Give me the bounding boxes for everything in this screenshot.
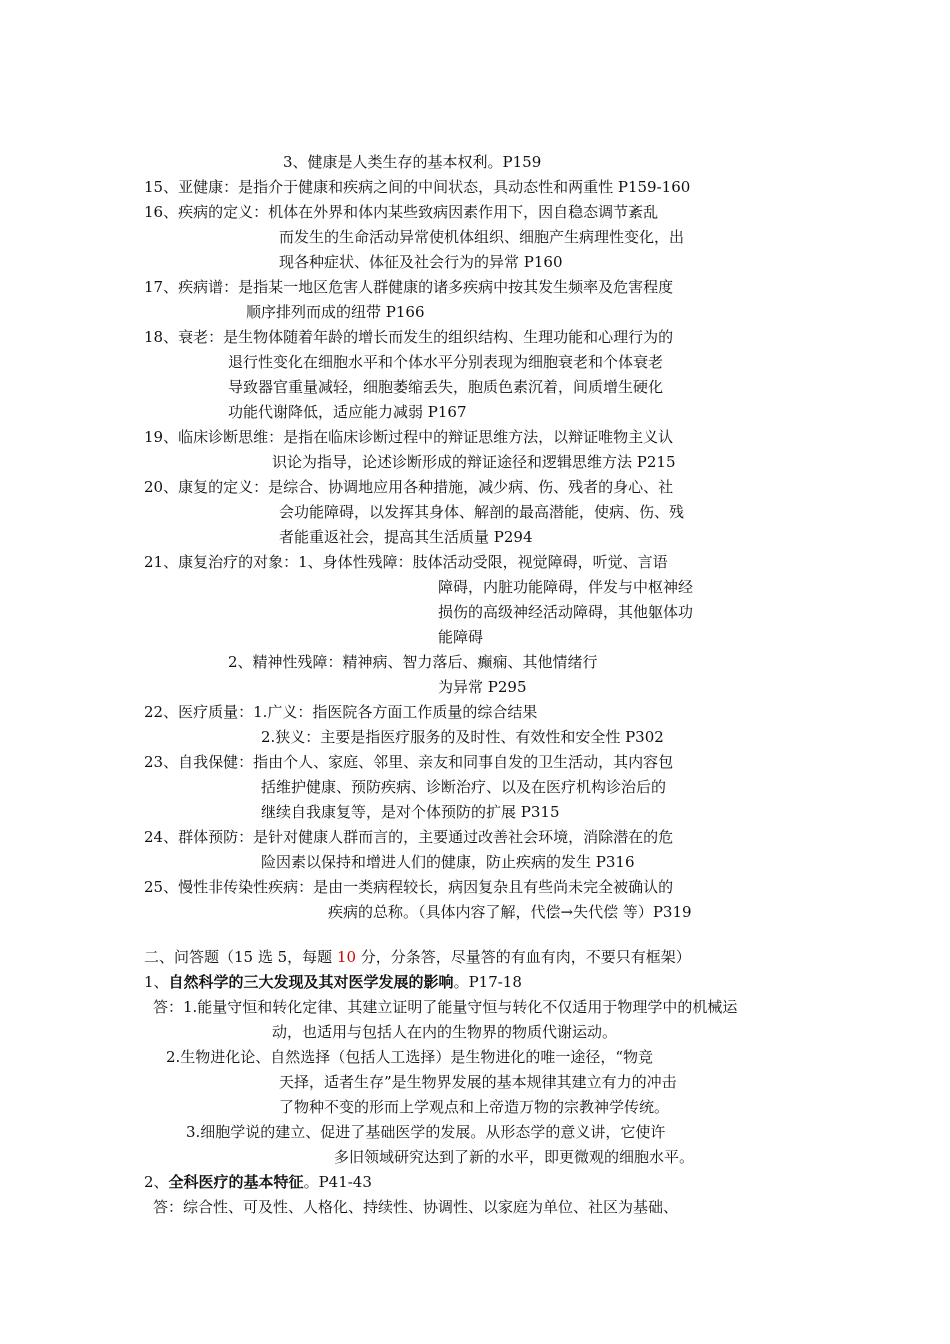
item-18-line-3: 导致器官重量减轻，细胞萎缩丢失，胞质色素沉着，间质增生硬化 [228, 378, 664, 396]
item-20-line-1: 20、康复的定义：是综合、协调地应用各种措施，减少病、伤、残者的身心、社 [144, 478, 674, 496]
section-2-heading-suffix: 分，分条答，尽量答的有血有肉，不要只有框架） [356, 948, 691, 966]
item-18-line-4: 功能代谢降低，适应能力减弱 P167 [228, 403, 467, 421]
question-1-title: 自然科学的三大发现及其对医学发展的影响 [168, 973, 454, 991]
item-21-line-4: 能障碍 [438, 628, 484, 646]
answer-2-line-1: 答：综合性、可及性、人格化、持续性、协调性、以家庭为单位、社区为基础、 [153, 1198, 679, 1216]
item-17-line-1: 17、疾病谱：是指某一地区危害人群健康的诸多疾病中按其发生频率及危害程度 [144, 278, 674, 296]
item-24-line-1: 24、群体预防：是针对健康人群而言的，主要通过改善社会环境，消除潜在的危 [144, 828, 674, 846]
question-2-title: 全科医疗的基本特征 [168, 1173, 304, 1191]
item-24-line-2: 险因素以保持和增进人们的健康，防止疾病的发生 P316 [261, 853, 635, 871]
question-2-ref: 。P41-43 [303, 1173, 372, 1191]
answer-1-line-6: 3.细胞学说的建立、促进了基础医学的发展。从形态学的意义讲，它使许 [186, 1123, 666, 1141]
item-16-line-1: 16、疾病的定义：机体在外界和体内某些致病因素作用下，因自稳态调节紊乱 [144, 203, 659, 221]
item-21-line-1: 21、康复治疗的对象：1、身体性残障：肢体活动受限，视觉障碍，听觉、言语 [144, 553, 668, 571]
item-16-line-2: 而发生的生命活动异常使机体组织、细胞产生病理性变化，出 [279, 228, 685, 246]
item-21-line-2: 障碍，内脏功能障碍，伴发与中枢神经 [438, 578, 694, 596]
item-21-line-6: 为异常 P295 [438, 678, 527, 696]
item-18-line-1: 18、衰老：是生物体随着年龄的增长而发生的组织结构、生理功能和心理行为的 [144, 328, 674, 346]
item-22-line-1: 22、医疗质量：1.广义：指医院各方面工作质量的综合结果 [144, 703, 538, 721]
points-per-question: 10 [336, 948, 357, 966]
item-23-line-1: 23、自我保健：指由个人、家庭、邻里、亲友和同事自发的卫生活动，其内容包 [144, 753, 674, 771]
answer-1-line-4: 天择，适者生存”是生物界发展的基本规律其建立有力的冲击 [279, 1073, 677, 1091]
answer-1-line-2: 动，也适用与包括人在内的生物界的物质代谢运动。 [272, 1023, 618, 1041]
item-18-line-2: 退行性变化在细胞水平和个体水平分别表现为细胞衰老和个体衰老 [228, 353, 664, 371]
item-20-line-3: 者能重返社会，提高其生活质量 P294 [279, 528, 533, 546]
question-1-ref: 。P17-18 [453, 973, 522, 991]
section-2-heading-prefix: 二、问答题（15 选 5，每题 [144, 948, 337, 966]
answer-1-line-1: 答：1.能量守恒和转化定律、其建立证明了能量守恒与转化不仅适用于物理学中的机械运 [153, 998, 738, 1016]
item-14-point-3: 3、健康是人类生存的基本权利。P159 [283, 153, 542, 171]
question-1-number: 1、 [144, 973, 169, 991]
answer-1-line-7: 多旧领域研究达到了新的水平，即更微观的细胞水平。 [334, 1148, 695, 1166]
question-2 [144, 1172, 372, 1192]
section-2-heading [144, 947, 691, 967]
item-21-line-3: 损伤的高级神经活动障碍，其他躯体功 [438, 603, 694, 621]
item-22-line-2: 2.狭义：主要是指医疗服务的及时性、有效性和安全性 P302 [261, 728, 664, 746]
item-21-line-5: 2、精神性残障：精神病、智力落后、癫痫、其他情绪行 [228, 653, 598, 671]
item-19-line-1: 19、临床诊断思维：是指在临床诊断过程中的辩证思维方法，以辩证唯物主义认 [144, 428, 674, 446]
item-25-line-2: 疾病的总称。（具体内容了解，代偿→失代偿 等）P319 [328, 903, 692, 921]
item-20-line-2: 会功能障碍，以发挥其身体、解剖的最高潜能，使病、伤、残 [279, 503, 685, 521]
item-23-line-3: 继续自我康复等，是对个体预防的扩展 P315 [261, 803, 560, 821]
answer-1-line-3: 2.生物进化论、自然选择（包括人工选择）是生物进化的唯一途径，“物竞 [166, 1048, 653, 1066]
question-1 [144, 972, 522, 992]
item-23-line-2: 括维护健康、预防疾病、诊断治疗、以及在医疗机构诊治后的 [261, 778, 667, 796]
item-15-line-1: 15、亚健康：是指介于健康和疾病之间的中间状态，具动态性和两重性 P159-160 [144, 178, 691, 196]
item-16-line-3: 现各种症状、体征及社会行为的异常 P160 [279, 253, 563, 271]
item-25-line-1: 25、慢性非传染性疾病：是由一类病程较长，病因复杂且有些尚未完全被确认的 [144, 878, 674, 896]
answer-1-line-5: 了物种不变的形而上学观点和上帝造万物的宗教神学传统。 [279, 1098, 670, 1116]
question-2-number: 2、 [144, 1173, 169, 1191]
item-17-line-2: 顺序排列而成的纽带 P166 [246, 303, 425, 321]
item-19-line-2: 识论为指导，论述诊断形成的辩证途径和逻辑思维方法 P215 [272, 453, 676, 471]
